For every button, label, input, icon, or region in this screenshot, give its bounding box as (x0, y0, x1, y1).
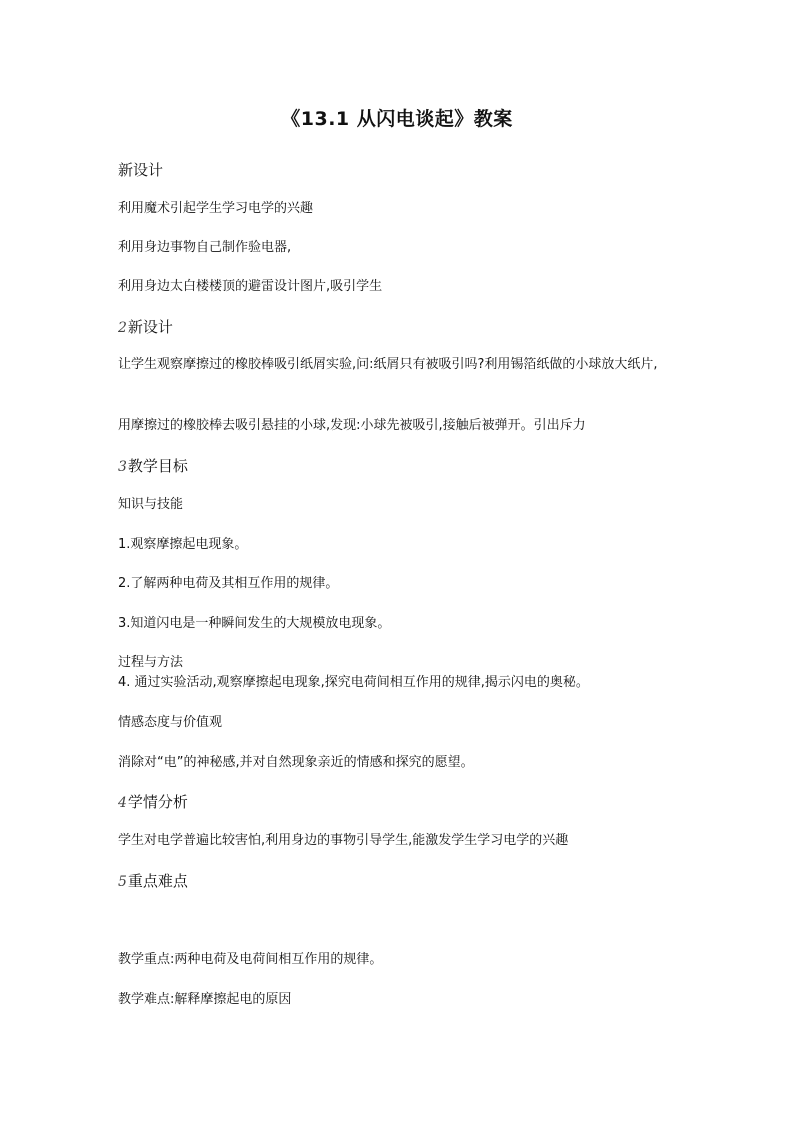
heading-text: 新设计 (127, 318, 173, 336)
document-title: 《13.1 从闪电谈起》教案 (281, 108, 513, 130)
paragraph-key-point: 教学重点:两种电荷及电荷间相互作用的规律。 (118, 952, 383, 967)
heading-text: 学情分析 (127, 793, 188, 811)
section-number: 4 (118, 795, 127, 811)
paragraph-lightning-rod: 利用身边太白楼楼顶的避雷设计图片,吸引学生 (118, 279, 383, 294)
paragraph-learner-analysis: 学生对电学普遍比较害怕,利用身边的事物引导学生,能激发学生学习电学的兴趣 (118, 833, 569, 848)
heading-new-design (118, 160, 678, 180)
heading-learner-analysis (118, 792, 678, 813)
subheading-knowledge-skills: 知识与技能 (118, 497, 184, 512)
heading-new-design-2 (118, 317, 678, 338)
objective-1: 1.观察摩擦起电现象。 (118, 537, 248, 552)
section-number: 5 (118, 874, 127, 890)
heading-teaching-objectives (118, 456, 678, 477)
heading-text: 重点难点 (127, 872, 188, 890)
heading-text: 教学目标 (127, 457, 188, 475)
section-number: 3 (118, 459, 127, 475)
objective-2: 2.了解两种电荷及其相互作用的规律。 (118, 576, 339, 591)
paragraph-rubber-rod: 让学生观察摩擦过的橡胶棒吸引纸屑实验,问:纸屑只有被吸引吗?利用锡箔纸做的小球放大纸片, (118, 357, 658, 372)
objective-4: 4. 通过实验活动,观察摩擦起电现象,探究电荷间相互作用的规律,揭示闪电的奥秘。 (118, 675, 589, 690)
paragraph-repulsion: 用摩擦过的橡胶棒去吸引悬挂的小球,发现:小球先被吸引,接触后被弹开。引出斥力 (118, 418, 586, 433)
paragraph-magic: 利用魔术引起学生学习电学的兴趣 (118, 201, 314, 216)
paragraph-difficult-point: 教学难点:解释摩擦起电的原因 (118, 992, 292, 1007)
section-number: 2 (118, 320, 127, 336)
objective-3: 3.知道闪电是一种瞬间发生的大规模放电现象。 (118, 616, 391, 631)
subheading-process-methods: 过程与方法 (118, 655, 184, 670)
subheading-attitudes-values: 情感态度与价值观 (118, 715, 223, 730)
paragraph-electroscope: 利用身边事物自己制作验电器, (118, 240, 292, 255)
heading-text: 新设计 (118, 161, 164, 179)
heading-key-difficult-points (118, 871, 678, 892)
paragraph-attitude: 消除对“电”的神秘感,并对自然现象亲近的情感和探究的愿望。 (118, 755, 474, 770)
